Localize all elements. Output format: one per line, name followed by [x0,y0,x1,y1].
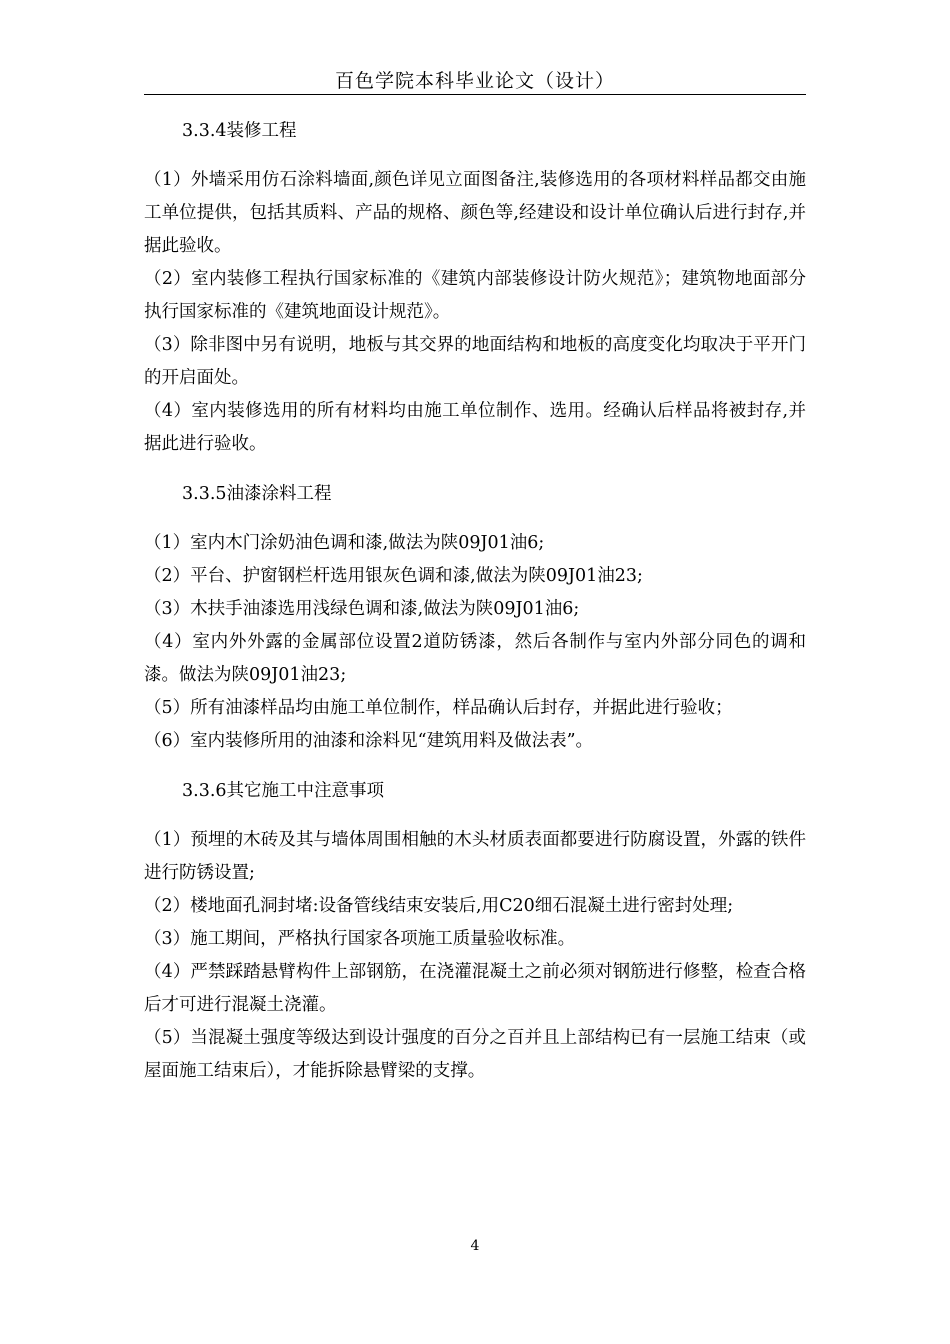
paragraph: （1）外墙采用仿石涂料墙面,颜色详见立面图备注,装修选用的各项材料样品都交由施工单位提供，包括其质料、产品的规格、颜色等,经建设和设计单位确认后进行封存,并据此验收。 [144,170,806,256]
paragraph: （4）室内外外露的金属部位设置2道防锈漆，然后各制作与室内外部分同色的调和漆。做法为陕09J01油23; [144,632,806,685]
section-heading-3-3-5: 3.3.5油漆涂料工程 [182,484,332,504]
paragraph: （3）木扶手油漆选用浅绿色调和漆,做法为陕09J01油6; [144,599,580,619]
paragraph: （3）施工期间，严格执行国家各项施工质量验收标准。 [144,929,576,949]
paragraph: （2）室内装修工程执行国家标准的《建筑内部装修设计防火规范》；建筑物地面部分执行国家标准的《建筑地面设计规范》。 [144,269,806,322]
paragraph: （5）所有油漆样品均由施工单位制作，样品确认后封存，并据此进行验收； [144,698,733,718]
paragraph: （6）室内装修所用的油漆和涂料见“建筑用料及做法表”。 [144,731,594,751]
paragraph: （1）预埋的木砖及其与墙体周围相触的木头材质表面都要进行防腐设置，外露的铁件进行防锈设置; [144,830,806,883]
paragraph: （3）除非图中另有说明，地板与其交界的地面结构和地板的高度变化均取决于平开门的开启面处。 [144,335,806,388]
body-content [144,116,806,1088]
paragraph: （5）当混凝土强度等级达到设计强度的百分之百并且上部结构已有一层施工结束（或屋面施工结束后），才能拆除悬臂梁的支撑。 [144,1028,806,1081]
page-header-title: 百色学院本科毕业论文（设计） [334,70,615,92]
paragraph: （2）楼地面孔洞封堵:设备管线结束安装后,用C20细石混凝土进行密封处理; [144,896,734,916]
paragraph: （4）严禁踩踏悬臂构件上部钢筋，在浇灌混凝土之前必须对钢筋进行修整，检查合格后才可进行混凝土浇灌。 [144,962,806,1015]
paragraph: （1）室内木门涂奶油色调和漆,做法为陕09J01油6; [144,533,545,553]
section-heading-3-3-6: 3.3.6其它施工中注意事项 [182,781,385,801]
paragraph: （4）室内装修选用的所有材料均由施工单位制作、选用。经确认后样品将被封存,并据此进行验收。 [144,401,806,454]
section-heading-3-3-4: 3.3.4装修工程 [182,121,297,141]
header-divider [144,94,806,95]
page-number: 4 [470,1238,480,1254]
paragraph: （2）平台、护窗钢栏杆选用银灰色调和漆,做法为陕09J01油23; [144,566,643,586]
